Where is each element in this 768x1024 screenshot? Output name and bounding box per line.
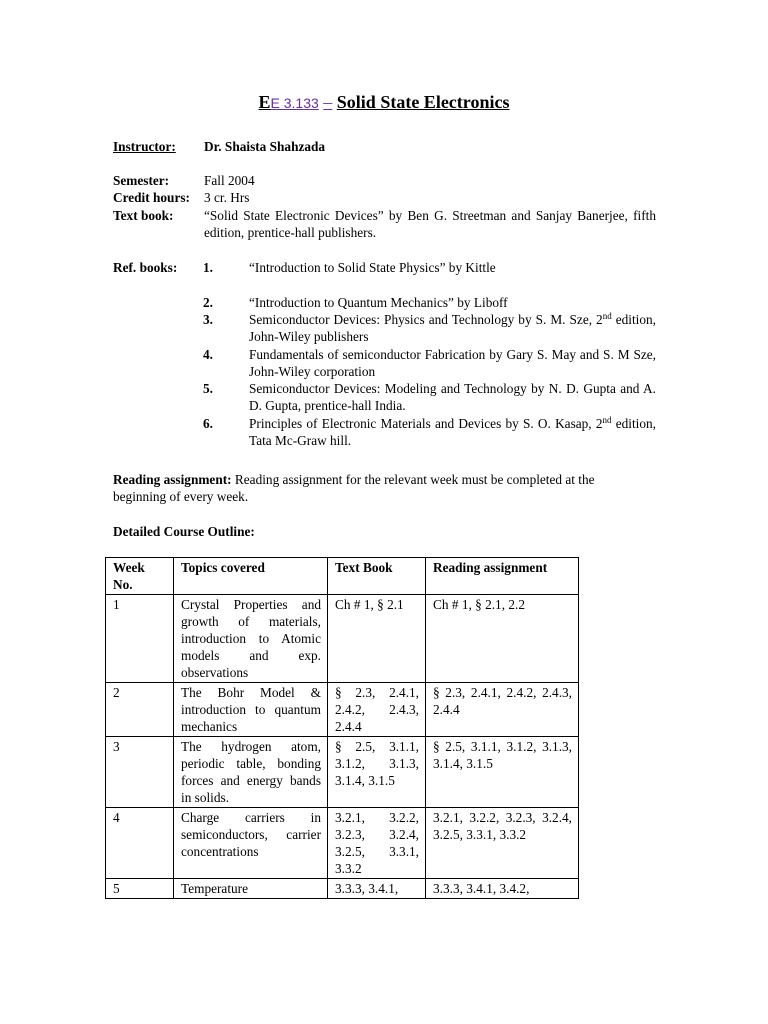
- semester-label: Semester:: [113, 173, 170, 188]
- credit-hours-value: 3 cr. Hrs: [204, 190, 250, 205]
- reading-assignment-label: Reading assignment:: [113, 472, 232, 487]
- column-header-reading-assignment: Reading assignment: [426, 558, 579, 595]
- text-book-cell: § 2.5, 3.1.1, 3.1.2, 3.1.3, 3.1.4, 3.1.5: [328, 737, 426, 808]
- ref-book-item: “Introduction to Solid State Physics” by Kittle: [249, 260, 496, 275]
- ref-book-number: 3.: [203, 312, 213, 327]
- week-cell: 2: [106, 683, 174, 737]
- ref-book-item: Principles of Electronic Materials and Devices by S. O. Kasap, 2nd edition, Tata Mc-Graw hill.: [249, 415, 656, 448]
- instructor-value: Dr. Shaista Shahzada: [204, 139, 326, 154]
- ref-book-number: 1.: [203, 260, 213, 275]
- topics-cell: The hydrogen atom, periodic table, bonding forces and energy bands in solids.: [174, 737, 328, 808]
- ref-book-number: 4.: [203, 347, 213, 362]
- table-header-row: [106, 558, 579, 595]
- reading-cell: Ch # 1, § 2.1, 2.2: [426, 595, 579, 683]
- table-row: [106, 879, 579, 899]
- week-cell: 5: [106, 879, 174, 899]
- course-code: E 3.133: [270, 95, 319, 111]
- table-row: [106, 737, 579, 808]
- reading-assignment-text: Reading assignment for the relevant week must be completed at the beginning of every week.: [113, 472, 595, 504]
- course-name: Solid State Electronics: [336, 92, 510, 112]
- reading-assignment-paragraph: [113, 471, 643, 505]
- ref-book-number: 6.: [203, 416, 213, 431]
- ref-book-item: Semiconductor Devices: Modeling and Technology by N. D. Gupta and A. D. Gupta, prentice-hall India.: [249, 381, 656, 413]
- course-code-initial: E: [258, 92, 271, 112]
- course-outline-table: [105, 557, 579, 899]
- reading-cell: 3.3.3, 3.4.1, 3.4.2,: [426, 879, 579, 899]
- ref-book-number: 2.: [203, 295, 213, 310]
- instructor-label: Instructor:: [113, 139, 176, 154]
- week-cell: 1: [106, 595, 174, 683]
- table-row: [106, 595, 579, 683]
- ref-books-label: Ref. books:: [113, 260, 178, 275]
- credit-hours-label: Credit hours:: [113, 190, 190, 205]
- table-row: [106, 808, 579, 879]
- topics-cell: The Bohr Model & introduction to quantum mechanics: [174, 683, 328, 737]
- topics-cell: Crystal Properties and growth of materials, introduction to Atomic models and exp. observations: [174, 595, 328, 683]
- week-cell: 4: [106, 808, 174, 879]
- ref-book-item: “Introduction to Quantum Mechanics” by Liboff: [249, 295, 508, 310]
- semester-value: Fall 2004: [204, 173, 255, 188]
- reading-cell: 3.2.1, 3.2.2, 3.2.3, 3.2.4, 3.2.5, 3.3.1, 3.3.2: [426, 808, 579, 879]
- week-cell: 3: [106, 737, 174, 808]
- text-book-value: “Solid State Electronic Devices” by Ben G. Streetman and Sanjay Banerjee, fifth edition, prentice-hall publishers.: [204, 208, 656, 240]
- column-header-text-book: Text Book: [328, 558, 426, 595]
- reading-cell: § 2.3, 2.4.1, 2.4.2, 2.4.3, 2.4.4: [426, 683, 579, 737]
- course-title: [0, 91, 768, 114]
- text-book-cell: § 2.3, 2.4.1, 2.4.2, 2.4.3, 2.4.4: [328, 683, 426, 737]
- table-row: [106, 683, 579, 737]
- column-header-topics: Topics covered: [174, 558, 328, 595]
- ref-book-item: Fundamentals of semiconductor Fabrication by Gary S. May and S. M Sze, John-Wiley corporation: [249, 347, 656, 379]
- column-header-week: Week No.: [106, 558, 174, 595]
- text-book-label: Text book:: [113, 208, 174, 223]
- course-outline-heading: Detailed Course Outline:: [113, 524, 255, 539]
- ref-book-number: 5.: [203, 381, 213, 396]
- reading-cell: § 2.5, 3.1.1, 3.1.2, 3.1.3, 3.1.4, 3.1.5: [426, 737, 579, 808]
- ref-book-item: Semiconductor Devices: Physics and Technology by S. M. Sze, 2nd edition, John-Wiley publishers: [249, 311, 656, 344]
- topics-cell: Temperature: [174, 879, 328, 899]
- text-book-cell: Ch # 1, § 2.1: [328, 595, 426, 683]
- text-book-cell: 3.2.1, 3.2.2, 3.2.3, 3.2.4, 3.2.5, 3.3.1, 3.3.2: [328, 808, 426, 879]
- topics-cell: Charge carriers in semiconductors, carrier concentrations: [174, 808, 328, 879]
- title-dash: –: [323, 92, 333, 112]
- text-book-cell: 3.3.3, 3.4.1,: [328, 879, 426, 899]
